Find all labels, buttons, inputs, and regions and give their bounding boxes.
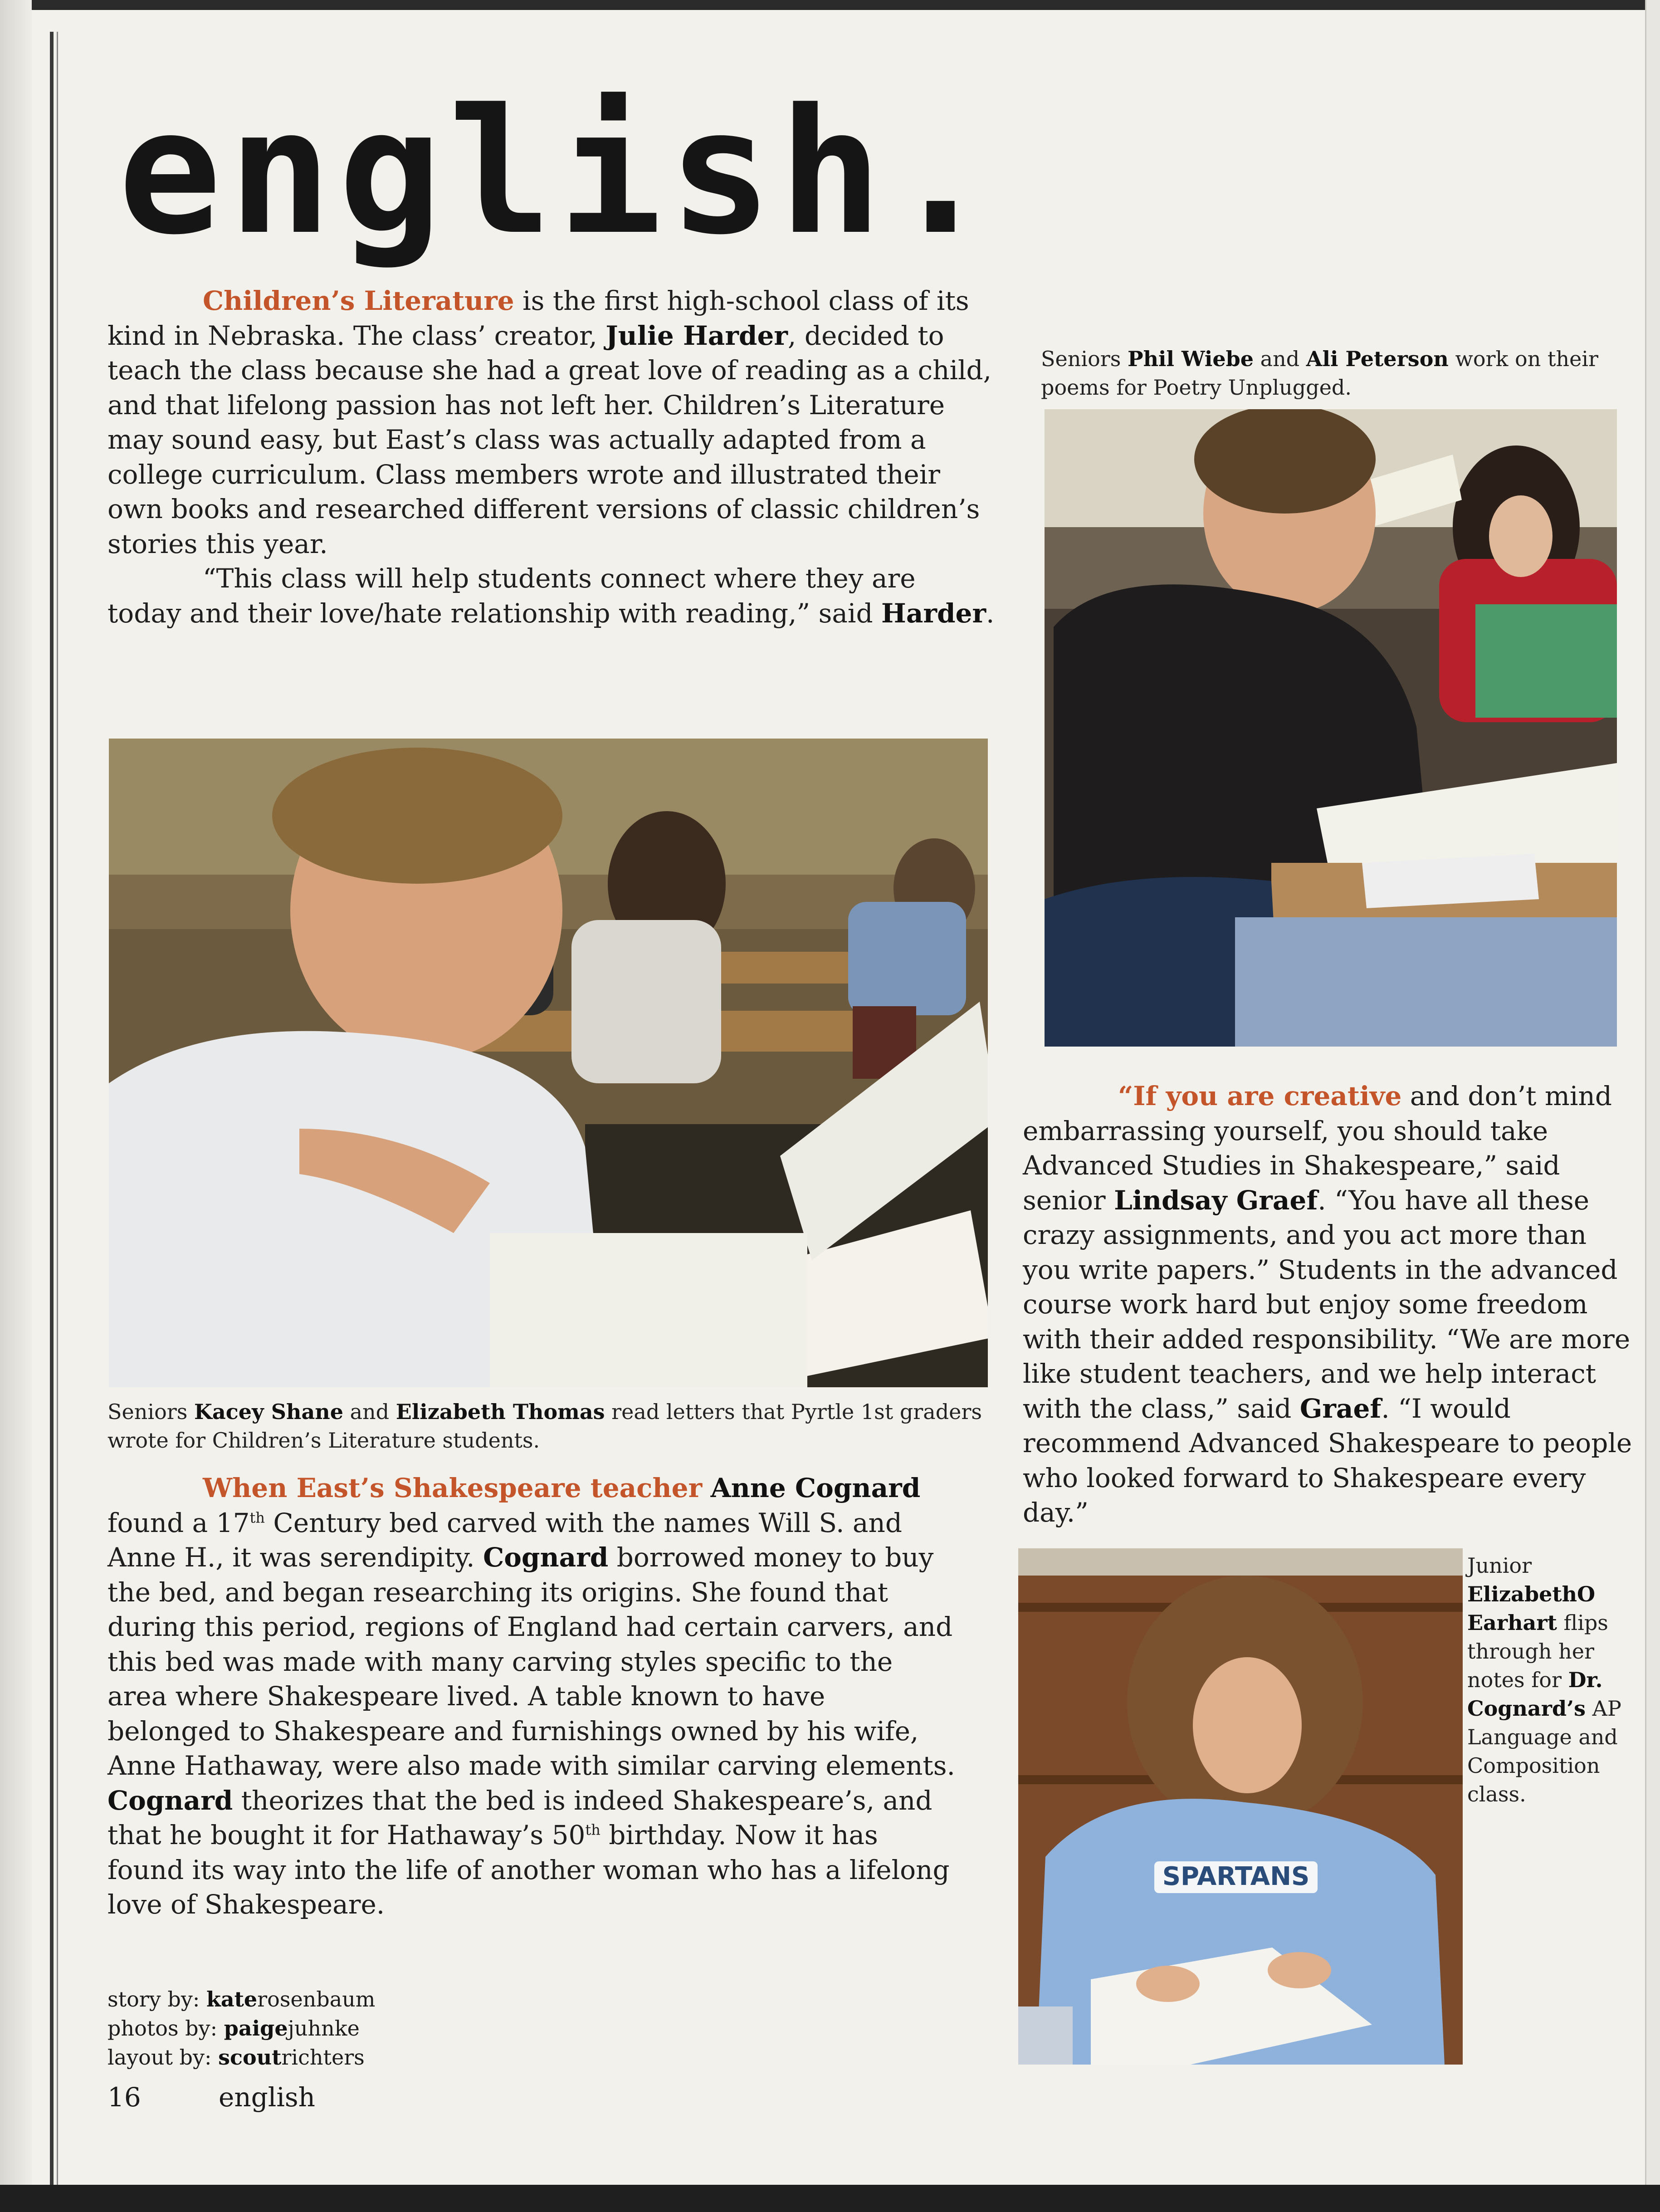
article-advanced-shakespeare [1023, 1079, 1635, 1530]
person-name: Kacey Shane [194, 1400, 343, 1424]
body-text: . “I would recommend Advanced Shakespeare to people who looked forward to Shakespeare every day.” [1023, 1393, 1632, 1528]
person-name: Dr. Cognard’s [1467, 1668, 1603, 1721]
article-childrens-literature [107, 284, 996, 631]
photo-illustration [1018, 1548, 1463, 2065]
article-paragraph [1023, 1079, 1635, 1530]
folio [107, 2081, 315, 2113]
credit-first-name: scout [218, 2045, 282, 2070]
body-text: birthday. Now it has found its way into the life of another woman who has a lifelong love of Shakespeare. [107, 1820, 950, 1920]
body-text: Century bed carved with the names Will S. and Anne H., it was serendipity. [107, 1507, 902, 1573]
person-name: Cognard [483, 1542, 609, 1573]
body-text: . “You have all these crazy assignments, and you act more than you write papers.” Students in the advanced course work hard but enjoy some freedom with their added responsibility. “We are more like student teachers, and we help interact with the class,” said [1023, 1184, 1631, 1424]
photo-students-writing-poems [1045, 409, 1617, 1047]
credit-label: photos by: [107, 2016, 224, 2041]
body-text: borrowed money to buy the bed, and began researching its origins. She found that during this period, regions of England had certain carvers, and this bed was made with many carving styles specific to the area where Shakespeare lived. A table known to have belonged to Shakespeare and furnishings owned by his wife, Anne Hathaway, were also made with similar carving elements. [107, 1542, 955, 1781]
layout-credit [107, 2043, 375, 2072]
body-text: , decided to teach the class because she had a great love of reading as a child, and that lifelong passion has not left her. Children’s Literature may sound easy, but East’s class was actually adapted from a college curriculum. Class members wrote and illustrated their own books and researched different versions of classic children’s stories this year. [107, 320, 992, 559]
credit-last-name: richters [281, 2045, 365, 2070]
body-text: and don’t mind embarrassing yourself, you should take Advanced Studies in Shakespeare,” said senior [1023, 1081, 1612, 1216]
credit-last-name: juhnke [288, 2016, 360, 2041]
person-name: Elizabeth Thomas [395, 1400, 605, 1424]
credit-last-name: rosenbaum [257, 1987, 376, 2011]
photo-caption-reading-letters [107, 1398, 992, 1455]
person-name: Lindsay Graef [1114, 1184, 1318, 1216]
credit-label: story by: [107, 1987, 206, 2011]
photo-students-reading-letters [109, 739, 988, 1387]
person-name: Julie Harder [605, 320, 788, 351]
person-name: Harder [881, 597, 986, 629]
article-paragraph [107, 284, 996, 561]
caption-text: AP Language and Composition class. [1467, 1696, 1621, 1806]
scan-edge-top [0, 0, 1660, 10]
body-text: is the first high-school class of its kind in Nebraska. The class’ creator, [107, 285, 969, 351]
caption-text: Junior [1467, 1553, 1532, 1578]
photos-credit [107, 2014, 375, 2043]
caption-text: and [343, 1400, 396, 1424]
credits [107, 1985, 375, 2072]
caption-text: Seniors [1041, 347, 1128, 371]
binding-line [50, 32, 54, 2191]
photo-caption-junior [1467, 1551, 1642, 1809]
person-name: Phil Wiebe [1128, 347, 1254, 371]
article-paragraph [107, 561, 996, 631]
body-text: found a 17 [107, 1507, 250, 1538]
caption-text: work on their poems for Poetry Unplugged. [1041, 347, 1598, 400]
photo-illustration [109, 739, 988, 1387]
person-name: Ali Peterson [1306, 347, 1449, 371]
ordinal-suffix: th [249, 1509, 265, 1527]
shirt-text: SPARTANS [1162, 1862, 1310, 1891]
credit-label: layout by: [107, 2045, 219, 2070]
caption-text: flips through her notes for [1467, 1610, 1608, 1692]
body-text [702, 1473, 710, 1503]
scan-edge-left [0, 0, 32, 2212]
caption-text: Seniors [107, 1400, 194, 1424]
credit-first-name: kate [206, 1987, 258, 2011]
person-name: Cognard [107, 1785, 233, 1816]
scan-edge-right [1645, 0, 1660, 2212]
photo-junior-reading-notes [1018, 1548, 1463, 2065]
page-title: english. [118, 72, 999, 273]
article-lead: Children’s Literature [203, 285, 514, 316]
body-text: . [986, 597, 995, 629]
photo-illustration [1045, 409, 1617, 1047]
article-shakespeare-bed [107, 1471, 956, 1922]
caption-text: read letters that Pyrtle 1st graders wrote for Children’s Literature students. [107, 1400, 982, 1453]
person-name: ElizabethO Earhart [1467, 1582, 1596, 1635]
page-number: 16 [107, 2082, 141, 2113]
person-name: Anne Cognard [710, 1473, 921, 1503]
caption-text: and [1254, 347, 1306, 371]
body-text: theorizes that the bed is indeed Shakespeare’s, and that he bought it for Hathaway’s 50 [107, 1785, 933, 1850]
section-name: english [219, 2082, 316, 2113]
quote-text: “This class will help students connect where they are today and their love/hate relationship with reading,” said [107, 563, 916, 629]
article-lead: “If you are creative [1118, 1081, 1402, 1111]
article-paragraph [107, 1471, 956, 1922]
ordinal-suffix: th [585, 1821, 601, 1839]
article-lead: When East’s Shakespeare teacher [203, 1473, 703, 1503]
story-credit [107, 1985, 375, 2014]
scan-edge-bottom [0, 2185, 1660, 2212]
binding-line-inner [57, 32, 58, 2191]
credit-first-name: paige [224, 2016, 288, 2041]
person-name: Graef [1299, 1393, 1382, 1424]
photo-caption-poetry [1041, 345, 1631, 402]
